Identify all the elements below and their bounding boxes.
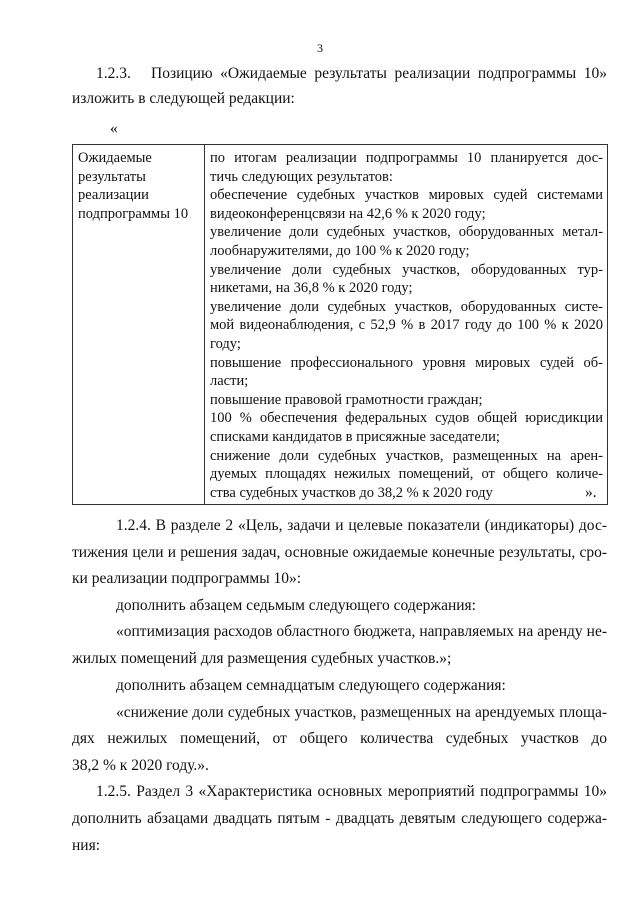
content-line: видеоконференцсвязи на 42,6 % к 2020 году; <box>210 205 486 222</box>
content-line: лообнаружителями, до 100 % к 2020 году; <box>210 242 470 259</box>
label-line: результаты <box>78 168 146 185</box>
content-line: мой видеонаблюдения, с 52,9 % в 2017 году до 100 % к 2020 <box>210 317 603 334</box>
clause-1-2-4-line: «оптимизация расходов областного бюджета, направляемых на аренду не- <box>116 623 607 640</box>
clause-1-2-4-line: жилых помещений для размещения судебных участков.»; <box>72 650 452 667</box>
content-line: увеличение доли судебных участков, оборудованных метал- <box>210 224 603 241</box>
table-row <box>73 145 608 505</box>
content-line: увеличение доли судебных участков, оборудованных тур- <box>210 261 603 278</box>
clause-1-2-4-line: тижения цели и решения задач, основные ожидаемые конечные результаты, сро- <box>72 544 607 561</box>
content-line: по итогам реализации подпрограммы 10 планируется дос- <box>210 150 603 166</box>
content-line: ства судебных участков до 38,2 % к 2020 году <box>210 484 493 501</box>
content-line: обеспечение судебных участков мировых судей системами <box>210 187 603 204</box>
clause-1-2-4-line: дополнить абзацем семнадцатым следующего содержания: <box>116 677 506 694</box>
content-line: году; <box>210 335 241 352</box>
label-line: Ожидаемые <box>78 150 152 166</box>
clause-1-2-5-line: ния: <box>72 837 101 854</box>
clause-1-2-4-line: «снижение доли судебных участков, размещенных на арендуемых площа- <box>116 704 607 721</box>
content-line: снижение доли судебных участков, размещенных на арен- <box>210 447 603 464</box>
content-line: повышение правовой грамотности граждан; <box>210 391 483 408</box>
content-line: никетами, на 36,8 % к 2020 году; <box>210 280 413 297</box>
closing-quote: ». <box>585 484 597 501</box>
label-line: подпрограммы 10 <box>78 205 189 222</box>
clause-1-2-5-line: 1.2.5. Раздел 3 «Характеристика основных мероприятий подпрограммы 10» <box>96 783 607 800</box>
clause-1-2-4-line: дях нежилых помещений, от общего количества судебных участков до <box>72 730 607 747</box>
content-line: повышение профессионального уровня мировых судей об- <box>210 354 603 371</box>
clause-1-2-4-line: ки реализации подпрограммы 10»: <box>72 570 302 587</box>
clause-1-2-4-line: дополнить абзацем седьмым следующего содержания: <box>116 597 476 614</box>
content-cell <box>205 145 608 505</box>
page-number: 3 <box>317 41 323 55</box>
label-line: реализации <box>78 187 149 204</box>
content-line: увеличение доли судебных участков, оборудованных систе- <box>210 298 603 315</box>
content-line: дуемых площадях нежилых помещений, от общего количе- <box>210 466 603 483</box>
content-line: списками кандидатов в присяжные заседатели; <box>210 428 500 445</box>
content-line: 100 % обеспечения федеральных судов общей юрисдикции <box>210 410 603 427</box>
clause-1-2-3-number: 1.2.3. <box>96 65 131 82</box>
clause-1-2-4-line: 38,2 % к 2020 году.». <box>72 757 209 774</box>
clause-1-2-4-line: 1.2.4. В разделе 2 «Цель, задачи и целевые показатели (индикаторы) дос- <box>116 517 607 534</box>
expected-results-table <box>72 144 608 505</box>
content-line: тичь следующих результатов: <box>210 168 393 185</box>
label-cell <box>73 145 205 505</box>
clause-1-2-3-heading: Позицию «Ожидаемые результаты реализации подпрограммы 10» <box>151 65 607 82</box>
opening-quote: « <box>110 120 118 137</box>
clause-1-2-3-continuation: изложить в следующей редакции: <box>72 90 295 107</box>
clause-1-2-5-line: дополнить абзацами двадцать пятым - двадцать девятым следующего содержа- <box>72 810 607 827</box>
content-line: ласти; <box>210 373 249 390</box>
